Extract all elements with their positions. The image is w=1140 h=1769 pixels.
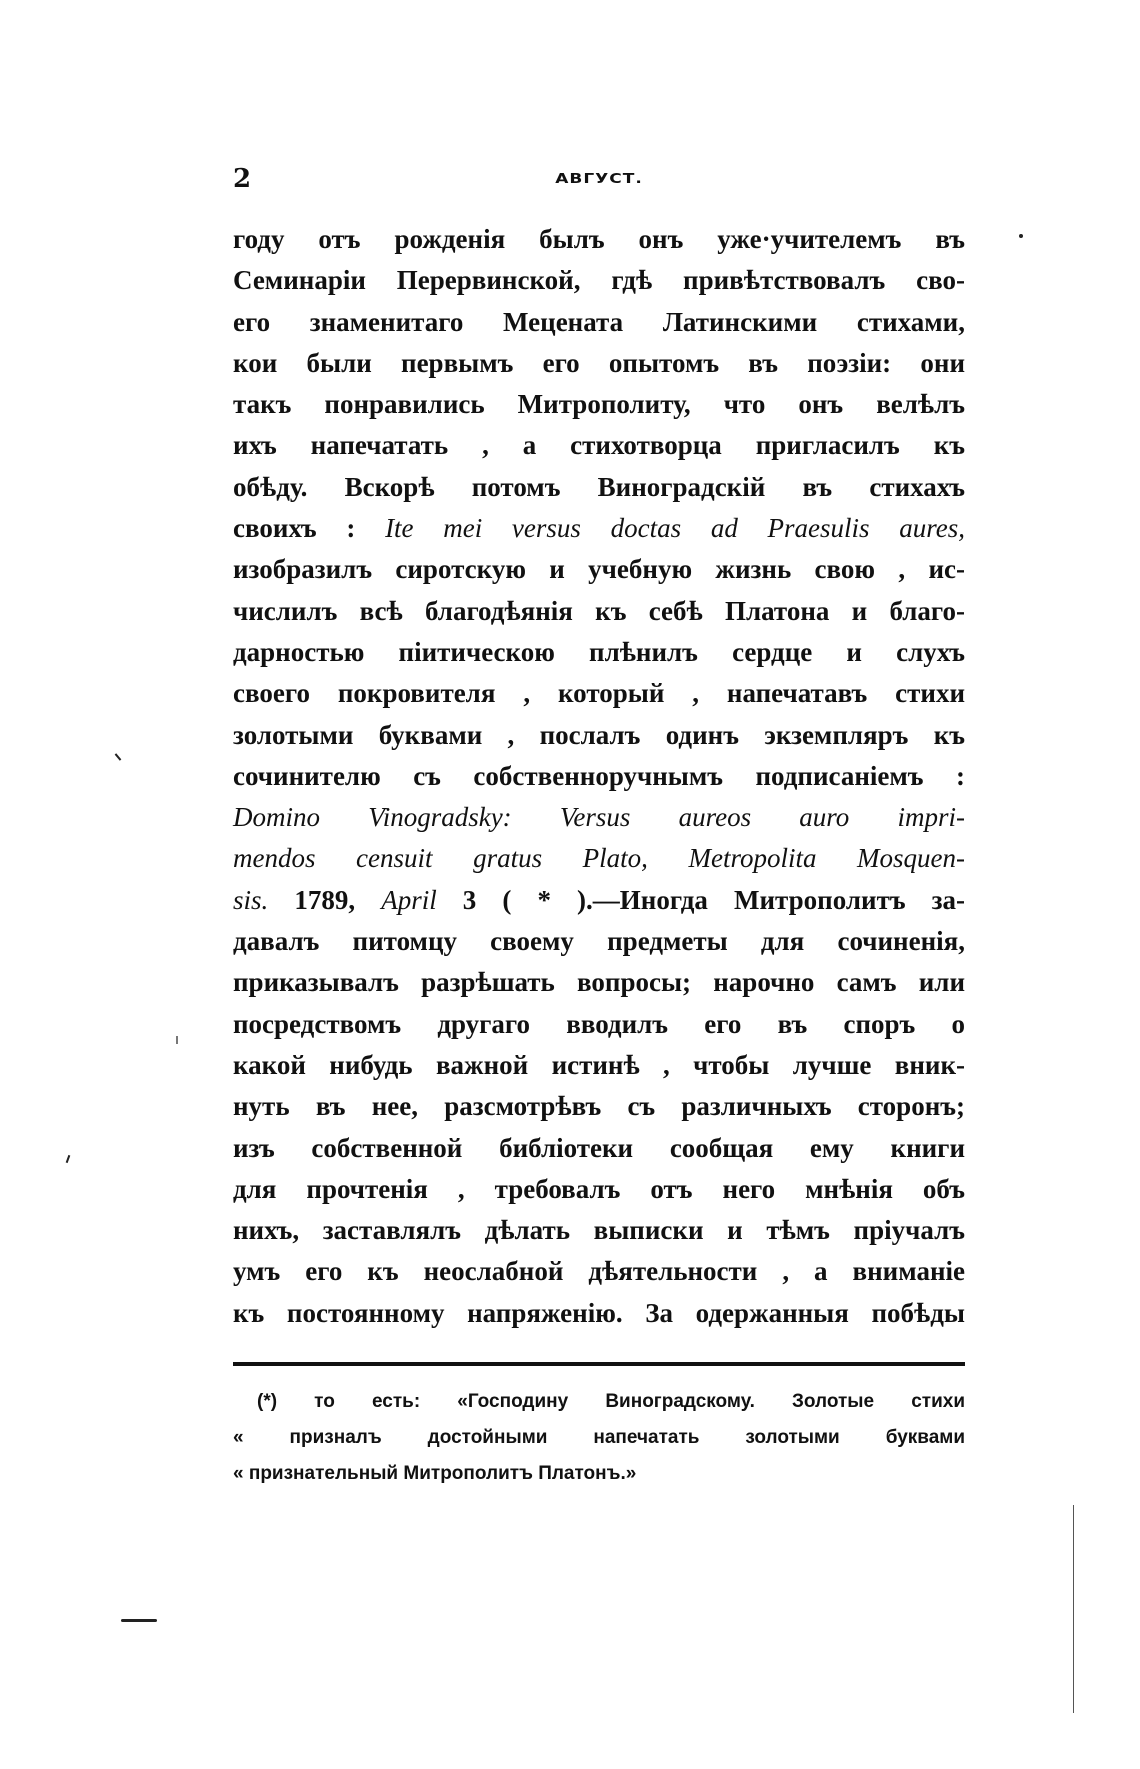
scan-mark-dot — [1019, 234, 1023, 238]
italic-text: sis. — [233, 884, 269, 915]
text-line — [233, 343, 965, 384]
footnotes — [233, 1384, 965, 1492]
text-line — [233, 1169, 965, 1210]
text-run: году отъ рожденія былъ онъ уже·учителемъ въ — [233, 224, 965, 254]
running-head: АВГУСТ. — [555, 171, 643, 187]
text-line — [233, 508, 965, 549]
text-line — [233, 302, 965, 343]
scan-mark-tick — [66, 1155, 71, 1163]
scan-mark-vertical-line — [1073, 1505, 1074, 1713]
scan-mark-tick — [115, 753, 122, 760]
text-line — [233, 715, 965, 756]
text-run: Семинаріи Перервинской, гдѣ привѣтствовалъ сво- — [233, 265, 965, 296]
text-run: нуть въ нее, разсмотрѣвъ съ различныхъ сторонъ; — [233, 1091, 965, 1122]
text-run: изъ собственной библіотеки сообщая ему книги — [233, 1132, 965, 1163]
footnote-line: (*) то есть: «Господину Виноградскому. Золотые стихи — [257, 1391, 965, 1412]
text-line — [233, 921, 965, 962]
text-line — [233, 1128, 965, 1169]
text-run: сочинителю съ собственноручнымъ подписаніемъ : — [233, 760, 965, 791]
text-run: къ постоянному напряженію. За одержанныя побѣды — [233, 1297, 965, 1328]
text-run: обѣду. Вскорѣ потомъ Виноградскій въ стихахъ — [233, 471, 965, 502]
text-run: своихъ : — [233, 513, 386, 544]
text-run: кои были первымъ его опытомъ въ поэзіи: они — [233, 347, 965, 378]
italic-text: mendos censuit gratus Plato, Metropolita Mosquen- — [233, 843, 965, 874]
text-line — [233, 591, 965, 632]
text-run: умъ его къ неослабной дѣятельности , а вниманіе — [233, 1256, 965, 1287]
footnote-line: « призналъ достойными напечатать золотыми буквами — [233, 1427, 965, 1448]
text-line — [233, 219, 965, 260]
scan-mark-dash — [121, 1619, 157, 1622]
text-line — [233, 673, 965, 714]
text-run: такъ понравились Митрополиту, что онъ велѣлъ — [233, 389, 965, 420]
text-run: числилъ всѣ благодѣянія къ себѣ Платона и благо- — [233, 595, 965, 626]
text-line — [233, 1045, 965, 1086]
italic-text: April — [381, 884, 437, 915]
text-run: изобразилъ сиротскую и учебную жизнь свою , ис- — [233, 554, 965, 585]
text-run: своего покровителя , который , напечатавъ стихи — [233, 678, 965, 709]
text-line — [233, 880, 965, 921]
text-line — [233, 838, 965, 879]
text-run: ихъ напечатать , а стихотворца пригласилъ къ — [233, 430, 965, 461]
italic-text: Domino Vinogradsky: Versus aureos auro impri- — [233, 802, 965, 833]
text-line — [233, 756, 965, 797]
text-run: 3 ( * ).—Иногда Митрополитъ за- — [436, 884, 965, 915]
text-run: его знаменитаго Мецената Латинскими стихами, — [233, 306, 965, 337]
page-header — [233, 162, 965, 196]
page-number: 2 — [233, 164, 252, 194]
text-line — [233, 384, 965, 425]
text-run: для прочтенія , требовалъ отъ него мнѣнія объ — [233, 1173, 965, 1204]
text-run: нихъ, заставлялъ дѣлать выписки и тѣмъ пріучалъ — [233, 1215, 965, 1246]
text-line — [233, 1210, 965, 1251]
text-line — [233, 1086, 965, 1127]
text-run: посредствомъ другаго вводилъ его въ споръ о — [233, 1008, 965, 1039]
text-run: дарностью піитическою плѣнилъ сердце и слухъ — [233, 636, 965, 667]
text-run: 1789, — [268, 884, 382, 915]
text-line — [233, 549, 965, 590]
text-line — [233, 1004, 965, 1045]
text-line — [233, 962, 965, 1003]
italic-text: Ite mei versus doctas ad Praesulis aures, — [385, 513, 965, 544]
body-text — [233, 219, 965, 1334]
text-run: давалъ питомцу своему предметы для сочиненія, — [233, 926, 965, 957]
text-line — [233, 467, 965, 508]
text-line — [233, 260, 965, 301]
footnote-rule — [233, 1362, 965, 1366]
text-line — [233, 632, 965, 673]
scan-mark-dots — [176, 1036, 178, 1044]
text-run: какой нибудь важной истинѣ , чтобы лучше вник- — [233, 1049, 965, 1080]
footnote-line: « признательный Митрополитъ Платонъ.» — [233, 1463, 637, 1484]
text-line — [233, 1251, 965, 1292]
text-line — [233, 425, 965, 466]
text-run: золотыми буквами , послалъ одинъ экземпляръ къ — [233, 719, 965, 750]
text-run: приказывалъ разрѣшать вопросы; нарочно самъ или — [233, 967, 965, 998]
text-line — [233, 1293, 965, 1334]
text-line — [233, 797, 965, 838]
